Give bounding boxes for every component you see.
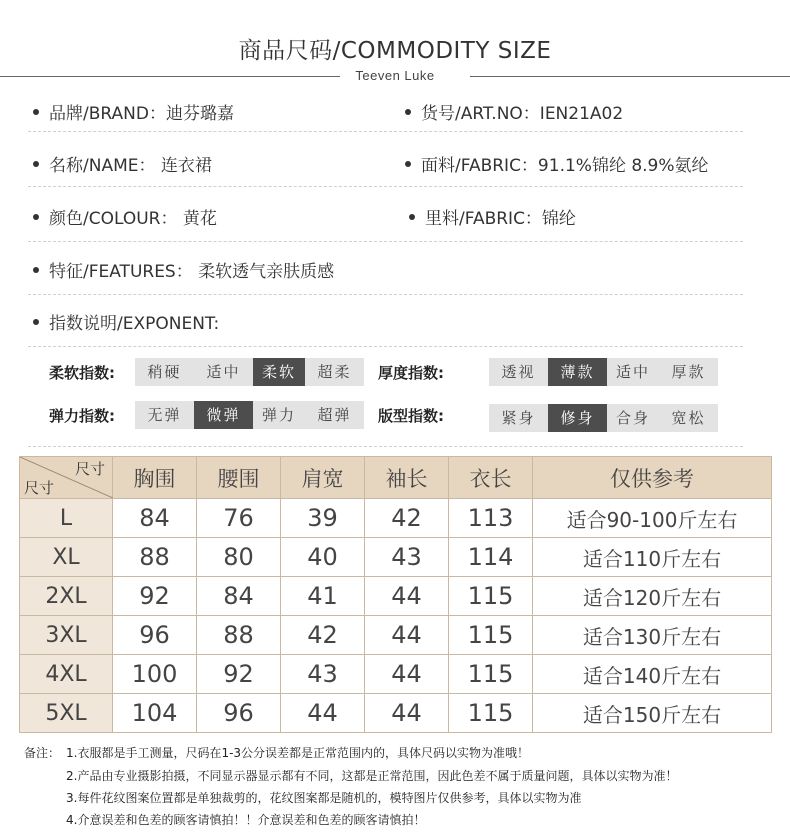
- size-cell: 4XL: [20, 655, 113, 694]
- art-no-info: 货号/ART.NO：IEN21A02: [405, 99, 623, 124]
- measurement-cell: 115: [449, 577, 533, 616]
- thickness-option: 薄款: [548, 358, 607, 386]
- measurement-cell: 42: [365, 499, 449, 538]
- dashed-divider: [28, 446, 743, 447]
- column-header: 肩宽: [281, 457, 365, 499]
- elasticity-label: 弹力指数:: [49, 407, 115, 425]
- table-row: [20, 694, 772, 733]
- measurement-cell: 84: [197, 577, 281, 616]
- size-cell: 2XL: [20, 577, 113, 616]
- bullet-icon: [33, 319, 39, 325]
- measurement-cell: 43: [365, 538, 449, 577]
- size-cell: 5XL: [20, 694, 113, 733]
- measurement-cell: 88: [113, 538, 197, 577]
- table-row: [20, 577, 772, 616]
- softness-label: 柔软指数:: [49, 364, 115, 382]
- table-row: [20, 655, 772, 694]
- fit-option: 宽松: [671, 409, 706, 427]
- measurement-cell: 104: [113, 694, 197, 733]
- dashed-divider: [28, 241, 743, 242]
- measurement-cell: 40: [281, 538, 365, 577]
- table-row: [20, 538, 772, 577]
- measurement-cell: 44: [365, 616, 449, 655]
- corner-diagonal: [20, 457, 113, 498]
- size-cell: L: [20, 499, 113, 538]
- measurement-cell: 115: [449, 655, 533, 694]
- fit-option: 修身: [548, 404, 607, 432]
- lining-info: 里料/FABRIC：锦纶: [409, 204, 576, 229]
- elasticity-option: 超弹: [317, 406, 352, 424]
- table-header-row: [20, 457, 772, 499]
- brand-info: 品牌/BRAND：迪芬璐嘉: [33, 99, 234, 124]
- elasticity-scale: [135, 401, 364, 429]
- elasticity-option: 弹力: [261, 406, 296, 424]
- measurement-cell: 115: [449, 694, 533, 733]
- measurement-cell: 92: [197, 655, 281, 694]
- notes-prefix: 备注：: [24, 746, 61, 760]
- note-line: 1.衣服都是手工测量，尺码在1-3公分误差都是正常范围内的，具体尺码以实物为准哦！: [66, 746, 530, 760]
- table-body: [20, 499, 772, 733]
- corner-top-text: 尺寸: [75, 460, 106, 478]
- thickness-option: 透视: [501, 363, 536, 381]
- measurement-cell: 76: [197, 499, 281, 538]
- bullet-icon: [405, 161, 411, 167]
- dashed-divider: [28, 186, 743, 187]
- bullet-icon: [405, 109, 411, 115]
- colour-info: 颜色/COLOUR： 黄花: [33, 204, 217, 229]
- thickness-option: 适中: [615, 363, 650, 381]
- measurement-cell: 113: [449, 499, 533, 538]
- exponent-info: 指数说明/EXPONENT:: [33, 309, 219, 334]
- reference-cell: 适合130斤左右: [533, 616, 772, 655]
- brand-subtitle: Teeven Luke: [355, 68, 435, 83]
- measurement-cell: 96: [197, 694, 281, 733]
- elasticity-option: 微弹: [194, 401, 253, 429]
- size-cell: 3XL: [20, 616, 113, 655]
- corner-bottom-text: 尺寸: [24, 479, 55, 497]
- softness-option: 超柔: [317, 363, 352, 381]
- softness-scale: [135, 358, 364, 386]
- measurement-cell: 39: [281, 499, 365, 538]
- measurement-cell: 92: [113, 577, 197, 616]
- dashed-divider: [28, 346, 743, 347]
- thickness-option: 厚款: [671, 363, 706, 381]
- reference-cell: 适合140斤左右: [533, 655, 772, 694]
- measurement-cell: 43: [281, 655, 365, 694]
- fit-option: 紧身: [501, 409, 536, 427]
- bullet-icon: [33, 109, 39, 115]
- measurement-cell: 96: [113, 616, 197, 655]
- bullet-icon: [33, 214, 39, 220]
- table-row: [20, 616, 772, 655]
- measurement-cell: 88: [197, 616, 281, 655]
- measurement-cell: 84: [113, 499, 197, 538]
- table-row: [20, 499, 772, 538]
- softness-option: 柔软: [253, 358, 305, 386]
- reference-cell: 适合150斤左右: [533, 694, 772, 733]
- dashed-divider: [28, 131, 743, 132]
- fit-option: 合身: [615, 409, 650, 427]
- column-header: 仅供参考: [533, 457, 772, 499]
- features-info: 特征/FEATURES： 柔软透气亲肤质感: [33, 257, 334, 282]
- table-corner-cell: [20, 457, 113, 499]
- fit-scale: [489, 404, 718, 432]
- measurement-cell: 44: [365, 694, 449, 733]
- measurement-cell: 42: [281, 616, 365, 655]
- note-line: 2.产品由专业摄影拍摄，不同显示器显示都有不同，这都是正常范围，因此色差不属于质量问题，具体以实物为准！: [66, 769, 678, 783]
- reference-cell: 适合120斤左右: [533, 577, 772, 616]
- reference-cell: 适合110斤左右: [533, 538, 772, 577]
- bullet-icon: [33, 161, 39, 167]
- bullet-icon: [33, 267, 39, 273]
- measurement-cell: 115: [449, 616, 533, 655]
- size-table: [19, 456, 772, 733]
- measurement-cell: 44: [365, 655, 449, 694]
- thickness-label: 厚度指数:: [378, 364, 444, 382]
- reference-cell: 适合90-100斤左右: [533, 499, 772, 538]
- column-header: 衣长: [449, 457, 533, 499]
- name-info: 名称/NAME： 连衣裙: [33, 151, 212, 176]
- column-header: 腰围: [197, 457, 281, 499]
- measurement-cell: 100: [113, 655, 197, 694]
- size-cell: XL: [20, 538, 113, 577]
- page-title: 商品尺码/COMMODITY SIZE: [238, 38, 552, 64]
- note-line: 4.介意误差和色差的顾客请慎拍！！介意误差和色差的顾客请慎拍！: [66, 813, 426, 827]
- softness-option: 适中: [206, 363, 241, 381]
- column-header: 胸围: [113, 457, 197, 499]
- fit-label: 版型指数:: [378, 407, 444, 425]
- softness-option: 稍硬: [147, 363, 182, 381]
- elasticity-option: 无弹: [147, 406, 182, 424]
- measurement-cell: 114: [449, 538, 533, 577]
- dashed-divider: [28, 294, 743, 295]
- measurement-cell: 80: [197, 538, 281, 577]
- thickness-scale: [489, 358, 718, 386]
- measurement-cell: 44: [281, 694, 365, 733]
- fabric-info: 面料/FABRIC：91.1%锦纶 8.9%氨纶: [405, 151, 709, 176]
- bullet-icon: [409, 214, 415, 220]
- measurement-cell: 44: [365, 577, 449, 616]
- note-line: 3.每件花纹图案位置都是单独裁剪的，花纹图案都是随机的，模特图片仅供参考，具体以实物为准: [66, 791, 582, 805]
- column-header: 袖长: [365, 457, 449, 499]
- measurement-cell: 41: [281, 577, 365, 616]
